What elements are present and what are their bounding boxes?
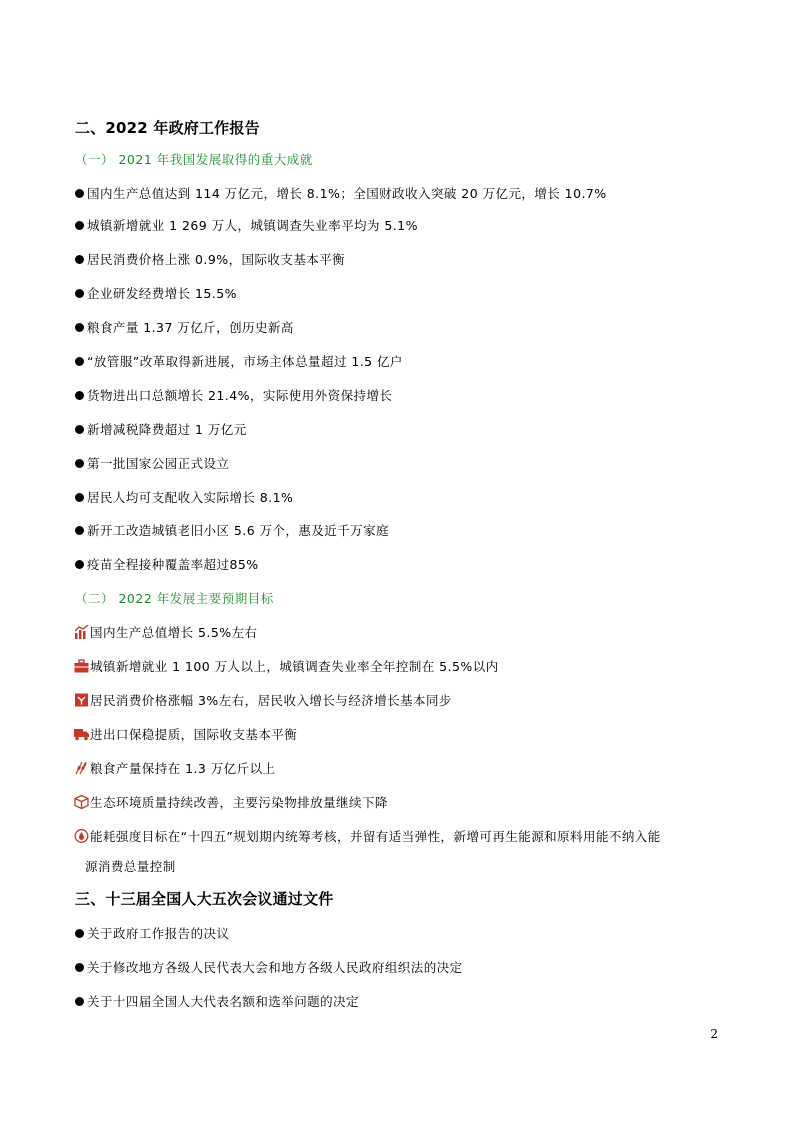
list-item: 进出口保稳提质，国际收支基本平衡 (74, 725, 297, 743)
bullet-icon (75, 459, 84, 468)
price-tag-icon (74, 693, 89, 707)
eco-box-icon (74, 795, 89, 809)
list-item: 国内生产总值达到 114 万亿元，增长 8.1%；全国财政收入突破 20 万亿元，增长 10.7% (75, 184, 607, 202)
bullet-icon (75, 357, 84, 366)
list-item: 居民消费价格上涨 0.9%，国际收支基本平衡 (75, 250, 345, 268)
list-item-continuation: 源消费总量控制 (85, 859, 176, 874)
list-item: 疫苗全程接种覆盖率超过85% (75, 555, 259, 573)
list-item: 粮食产量 1.37 万亿斤，创历史新高 (75, 318, 294, 336)
bullet-icon (75, 255, 84, 264)
energy-drop-icon (74, 829, 89, 843)
bullet-icon (75, 493, 84, 502)
bullet-icon (75, 425, 84, 434)
page-number: 2 (710, 1027, 718, 1041)
subsection-2-heading: （二） 2022 年发展主要预期目标 (75, 591, 274, 606)
section-3-heading: 三、十三届全国人大五次会议通过文件 (75, 890, 334, 908)
list-item: 居民人均可支配收入实际增长 8.1% (75, 488, 293, 506)
list-item: 关于十四届全国人大代表名额和选举问题的决定 (75, 992, 359, 1010)
list-item: 第一批国家公园正式设立 (75, 454, 229, 472)
list-item: 关于政府工作报告的决议 (75, 924, 229, 942)
bullet-icon (75, 929, 84, 938)
section-2-heading: 二、2022 年政府工作报告 (75, 119, 260, 137)
list-item: 新增减税降费超过 1 万亿元 (75, 420, 247, 438)
bullet-icon (75, 391, 84, 400)
list-item: 关于修改地方各级人民代表大会和地方各级人民政府组织法的决定 (75, 958, 463, 976)
bullet-icon (75, 323, 84, 332)
list-item: 城镇新增就业 1 100 万人以上，城镇调查失业率全年控制在 5.5%以内 (74, 657, 499, 675)
bullet-icon (75, 997, 84, 1006)
chart-icon (74, 625, 89, 639)
list-item: 国内生产总值增长 5.5%左右 (74, 623, 257, 641)
bullet-icon (75, 189, 84, 198)
list-item: “放管服”改革取得新进展，市场主体总量超过 1.5 亿户 (75, 352, 403, 370)
bullet-icon (75, 963, 84, 972)
list-item: 货物进出口总额增长 21.4%，实际使用外资保持增长 (75, 386, 392, 404)
subsection-1-heading: （一） 2021 年我国发展取得的重大成就 (75, 152, 313, 167)
list-item: 企业研发经费增长 15.5% (75, 284, 237, 302)
briefcase-icon (74, 659, 89, 673)
wheat-icon (74, 761, 89, 775)
bullet-icon (75, 526, 84, 535)
truck-icon (74, 727, 89, 741)
list-item: 居民消费价格涨幅 3%左右，居民收入增长与经济增长基本同步 (74, 691, 452, 709)
list-item: 生态环境质量持续改善，主要污染物排放量继续下降 (74, 793, 388, 811)
list-item: 新开工改造城镇老旧小区 5.6 万个，惠及近千万家庭 (75, 521, 389, 539)
bullet-icon (75, 560, 84, 569)
bullet-icon (75, 221, 84, 230)
list-item: 粮食产量保持在 1.3 万亿斤以上 (74, 759, 275, 777)
list-item: 能耗强度目标在“十四五”规划期内统筹考核，并留有适当弹性，新增可再生能源和原料用能不纳入能 (74, 827, 661, 845)
bullet-icon (75, 289, 84, 298)
list-item: 城镇新增就业 1 269 万人，城镇调查失业率平均为 5.1% (75, 216, 418, 234)
